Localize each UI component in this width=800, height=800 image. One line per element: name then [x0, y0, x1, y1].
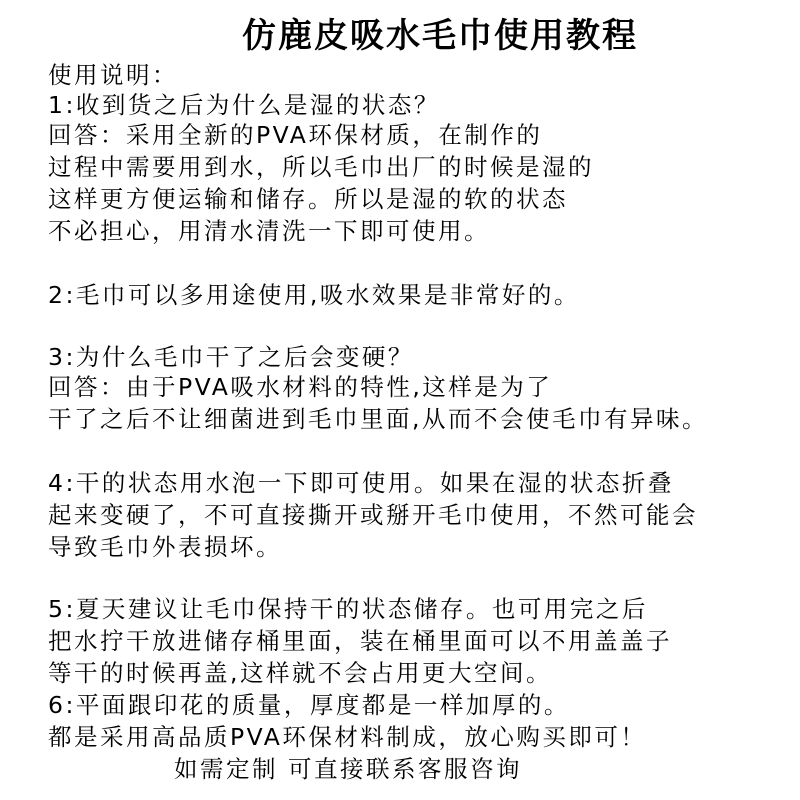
q3-answer-line: 回答：由于PVA吸水材料的特性,这样是为了	[48, 373, 553, 401]
q2-text: 2:毛巾可以多用途使用,吸水效果是非常好的。	[48, 281, 580, 309]
q3-question: 3:为什么毛巾干了之后会变硬？	[48, 343, 414, 371]
q4-line: 导致毛巾外表损坏。	[48, 533, 282, 561]
footer-contact-note: 如需定制 可直接联系客服咨询	[174, 755, 522, 783]
q1-answer-line: 不必担心，用清水清洗一下即可使用。	[48, 217, 490, 245]
q5-line: 5:夏天建议让毛巾保持干的状态储存。也可用完之后	[48, 595, 648, 623]
q5-line: 把水拧干放进储存桶里面，装在桶里面可以不用盖盖子	[48, 627, 672, 655]
q6-line: 6:平面跟印花的质量，厚度都是一样加厚的。	[48, 691, 570, 719]
q1-answer-line: 这样更方便运输和储存。所以是湿的软的状态	[48, 185, 568, 213]
q1-answer-line: 过程中需要用到水，所以毛巾出厂的时候是湿的	[48, 153, 594, 181]
q4-line: 起来变硬了，不可直接撕开或掰开毛巾使用，不然可能会	[48, 501, 698, 529]
q5-line: 等干的时候再盖,这样就不会占用更大空间。	[48, 659, 552, 687]
q3-answer-line: 干了之后不让细菌进到毛巾里面,从而不会使毛巾有异味。	[48, 405, 708, 433]
q6-line: 都是采用高品质PVA环保材料制成，放心购买即可！	[48, 723, 647, 751]
page-title: 仿鹿皮吸水毛巾使用教程	[242, 16, 638, 56]
q4-line: 4:干的状态用水泡一下即可使用。如果在湿的状态折叠	[48, 469, 674, 497]
q1-question: 1:收到货之后为什么是湿的状态？	[48, 91, 440, 119]
intro-label: 使用说明：	[48, 61, 178, 89]
q1-answer-line: 回答：采用全新的PVA环保材质，在制作的	[48, 121, 543, 149]
